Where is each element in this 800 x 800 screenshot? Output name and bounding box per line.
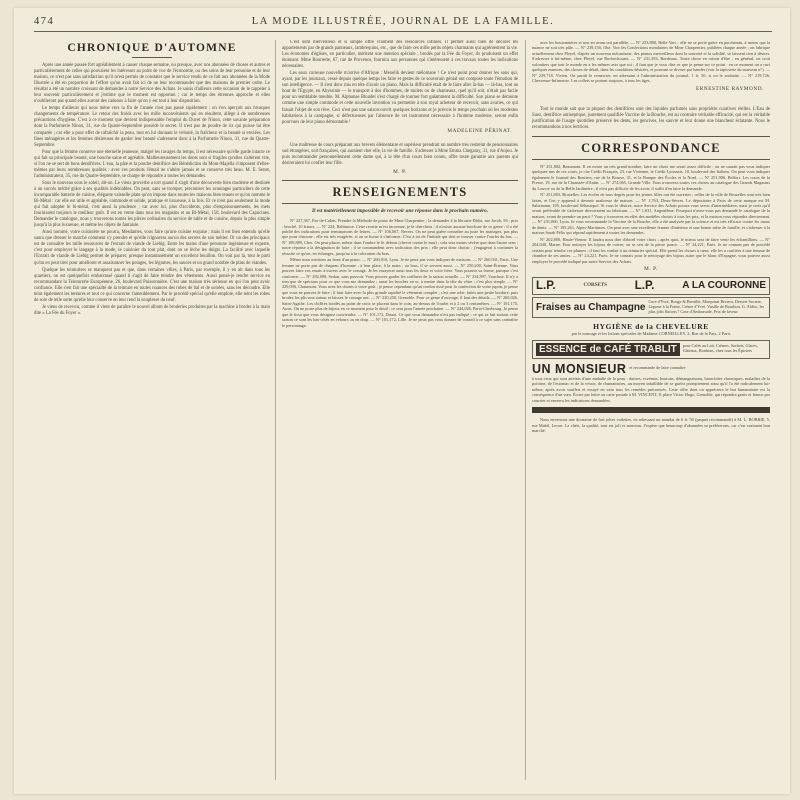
closing-paragraph: Nous enverrons une douzaine de fort jolies voilettes, en adressant un mandat de 6 fr. 50 (paquet recommandé) à M. L. BOBRIE, 5, rue Mabil, Lecon. Le chéri, la qualité, tout est joli et nouveau. J'espère que beaucoup d'abonnées se préférerons, car c'est vraiment bon marché. [532, 417, 770, 433]
page-number: 474 [34, 16, 55, 27]
correspondance-paragraph: N° 251,803, Bruxelles. Les écoles de tous degrés pour les jeunes filles ont été ouvertes ; celles de la ville de Bruxelles sont très bien faites, et l'on y apprend à devenir maîtresse de maison. — N° 1,763, Deux-Sèvres. Le dépositaire à Paris de cette marque est M. Saltzmann, 105, boulevard Sébastopol. Si vous le désirez, notre Service des Achats pourra vous servir d'intermédiaire, mais je crois qu'il serait préférable de s'adresser directement au fabricant. — N° 1,631, Angoulême. Pourquoi n'avez-vous pas demandé le catalogue de la maison, avant de prendre un parti ? Vous y trouverez en effet des modèles choisis à tous les prix, et la maison vous répondra directement. — N° 231,060, Lyon. Je vous recommande la Vaccine de la Bouche, elle a été analysée par la science et est très efficace contre les maux de dents. — N° 195,261, Alpes-Maritimes. On peut avec une excellente femme d'intérieur et une bonne mère de famille, et s'adresser à la maison Sarah Félix qui répond rapidement à toutes les demandes. [532, 192, 770, 236]
header-rule [34, 31, 772, 32]
magazine-page [14, 8, 790, 794]
ad-monsieur-title: UN MONSIEUR [532, 361, 627, 376]
chronique-title: CHRONIQUE D'AUTOMNE [67, 42, 237, 54]
chronique-paragraph: Je viens de recevoir, comme il vient de paraître le nouvel album de broderies produites par la machine à broder à la main dite « La Fée du Foyer ». [34, 304, 270, 316]
ad-hygiene-text: par le massage et les lotions spéciales de Madame CORNEILLEY, 2, Rue de la Paix, 2 Paris [571, 330, 731, 336]
chronique-title-rule [132, 57, 172, 58]
signature-mp: M. P. [393, 168, 407, 175]
column-2-body-2 [282, 143, 518, 167]
correspondance-paragraph: N° 202,800, Haute-Vienne. Il faudra nous dire d'abord votre choix ; après quoi, le mieux sera de faire venir les échantillons. — N° 204,040, Marne. Pour nettoyer les bijoux de cuivre, on se sert de la pierre ponce. — N° 24,221, Paris. Je ne connais pas de procédé certain pour teindre ces plumes ; il faut les confier à un teinturier spécial. Elle prend les choses à cœur, elle les a confiées à une femme de chambre de ses amies. — N° 24,221, Paris. Je ne connais pour le nettoyage des bijoux autre que le blanc d'Espagne, vous pouvez aussi employer le procédé indiqué par notre Service des Achats. [532, 236, 770, 264]
ad-hygiene-title: HYGIÈNE de la CHEVELURE [593, 321, 709, 331]
correspondance-rule [532, 159, 770, 160]
journal-title: LA MODE ILLUSTRÉE, JOURNAL DE LA FAMILLE. [251, 16, 555, 27]
ad-corsets-prefix: L.P. [536, 279, 556, 292]
signature-perinat: MADELEINE PÉRINAT. [447, 127, 512, 134]
section-rule [532, 136, 770, 137]
ad-corsets-prefix-2: L.P. [634, 279, 655, 292]
renseignements-body [282, 218, 518, 328]
section-rule [282, 180, 518, 181]
chronique-paragraph: Quelque les teinturiers se manquent pas et que, dans certaines villes, à Paris, par exemple, il y en ait dans tous les quartiers, on est quelquefois embarrassé quand il s'agit de faire teindre des vêtements. Aussi pensé-je rendre service en recommandant la Teinturerie Européenne, 26, boulevard Poissonnière. C'est une maison très sérieuse en qui l'on peut avoir confiance. Elle s'est fait une spécialité de la teinture en toutes nuances des robes de bal et de soirées, sans les découdre. Elle teint également les tentures et tout ce qui concerne l'ameublement. Par le procédé spécial qu'elle emploie, elle teint les robes de soie de telle sorte qu'elle leur conserve en leur rend la souplesse du neuf. [34, 267, 270, 303]
column-3 [532, 40, 770, 782]
closing-note [532, 417, 770, 433]
signature-mp-2: M. P. [644, 265, 658, 272]
ad-essence-title: ESSENCE de CAFÉ TRABLIT [536, 343, 680, 356]
column-divider-2 [525, 40, 526, 780]
article-paragraph: Une maîtresse de cours préparant aux brevets élémentaire et supérieur prendrait un nombre très restreint de pensionnaires sud étrangères, soit françaises, qui auraient cher elle, la vie de famille. S'adresser à Mme Emma Chegaray, 31, rue d'Anjou. Je puis recommander personnellement cette dame qui, à la tête d'un cours bien connu, offre toute garantie aux parents qui désireraient lui confier leur fille. [282, 142, 518, 166]
correspondance-body [532, 164, 770, 264]
renseignements-intro: Il est matériellement impossible de recevoir une réponse dans le prochain numéro. [311, 207, 489, 214]
ad-hygiene [532, 320, 770, 338]
renseignements-title: RENSEIGNEMENTS [332, 184, 468, 199]
ad-fraises-text: Cure d'Yvré, Rouge & Breuille, Marquisat Riviera, Dessert Societe, Liqueur à la Fraise, Crème d'Yvré, Vanille de Bourbon, G. Aldric, les plus jolis flacons ! Case d'Ambassade, Prix de faveur. [648, 298, 765, 314]
article-paragraph: C'est outil merveilleux et si simple offre vraiment des ressources infinies. Il permet aussi bien de décorer les appartements par de grands panneaux, lambrequins, etc., que de faire ces mille petits objets charmants qui agrémentent la vie. Les économes d'églises, en particulier, méritent une mention spéciale ; brodés par la Fée du Foyer, ils produisent un effet étonnant. Mme Bourrette, 67, rue de Provence, fournira aux personnes qui s'intéressent à ces travaux toutes les indications nécessaires. [282, 40, 518, 70]
ad-monsieur [532, 361, 770, 405]
chronique-paragraph: Le temps d'ailleurs qui nous mène vers la fin de l'année n'est pas passé rapidement ; on s'en aperçoit aux brusques changements de température. Le retour des froids avec les mille inconvénients qui en résultent, allège à de nombreuses précautions d'hygiène. C'est à ce moment que devient indispensable l'emploi du Duvet de Ninon, cette savante préparation dont la Parfumerie Ninon, 31, rue du Quatre-Septembre possède le secret. Il n'est pas de poudre de riz qui puisse lui être comparée ; car elle a pour effet de rafraîchir la peau, tout en lui donnant le velouté, la fraîcheur et la beauté si enviées. Les fines ménagères et les femmes désireuses de garder leur beauté s'adressent donc à la Parfumerie Ninon, 31, rue du Quatre-Septembre. [34, 106, 270, 148]
correspondance-paragraph: N° 251,802, Beaumont. Il en existe un très grand nombre, faire un choix me serait assez difficile ; on ne saurait pas vous indiquer quelques-uns de ces cours, je cite Crédit Français, 23, rue Vivienne, le Crédit Lyonnais, 18, boulevard des Italiens. On peut vous indiquer également le Journal des Rentiers, rue de la Bourse, 31, et la Banque des Écoles et la Nord. — N° 251,906, Belfort. Les cours de la Presse, 19, rue de la Chaussée-d'Antin. — N° 274,065, Grande Ville. Vous trouverez toutes ces choses au catalogue des Grands Magasins du Louvre ou de la Belle Jardinière ; il n'est pas difficile de les avoir, il suffit d'en faire la demande. [532, 163, 770, 191]
ad-fraises [532, 297, 770, 318]
ad-monsieur-text: à tous ceux qui sont atteints d'une maladie de la peau : dartres, eczémas, boutons, démangeaisons, bronchites chroniques, maladies de la poitrine, de l'estomac et de la vessie, de rhumatismes, un moyen infaillible de se guérir promptement ainsi qu'il l'a été radicalement lui-même, après avoir souffert et essayé en vain tous les remèdes préconisés. Cette offre dont on appréciera le but humanitaire est la conséquence d'un vœu. Écrire par lettre ou carte postale à M. VINCENT, 8, place Victor Hugo, Grenoble, qui répondra gratis et franco par courrier et enverra les indications demandées. [532, 375, 770, 403]
renseignements-paragraph: Même nous mettions au front d'un piano. — N° 260,010, Lyon. Je ne peux pas vous indiquer de maisons. — N° 260,031, Paris. Une femme ne porte pas de chapeau d'homme ; à leur place, à la main ; au bras, il se servent aussi. — N° 250,200, Saint-Étienne. Vous pouvez faire vos essais à travers avec le corsage. Je les essayerai aussi tous les deux et votre frère. Vous pourrez sa forme, puisque c'est conforme. — N° 282,008, Sedan, sans pouvoir. Vous pouvez garder les coiffures de la saison actuelle. — N° 234,897, Vaucluse. Il n'y a rien que de spéciaux pour ce que vous me demandez ; aussi les broches en or, à mettre dans la tête du vôtre ; c'est plus simple. — N° 229,096, Chaumont. Vous avez les choses à votre goût ; je pense cependant qu'un cordon tissé pour la confection de votre jupon, je pense que vous ne pouvez le faire ; il faut faire avec la plus grande rapidité le vêtement complet ; c'est une robe, faites une petite bordure, puis brodez les plis tout autour et laissez le corsage uni. — N° 220,250, Grenoble. Pour ce genre d'ouvrage, il faut des détails. — N° 260,026, Saint-Agathe. Les chiffres brodés au point de croix se placent dans le coin, au-dessus de l'ourlet et à 2 ou 3 centimètres. — N° 101,175, Arras. On ne porte plus de bijoux en ce moment pour le deuil ; ce sera pour l'année prochaine. — N° 244,026, Paris-Cherbourg. Je pense que le tissu que vous désignez conviendra. — N° 101,172, Douai. Ce que vous demandez n'est pas indiqué ; ce qui se fait surtout cette saison ce sont les bas-côtés en velours ou en drap. — N° 101,172, Lille. Je ne peux pas vous donner de conseil à ce sujet sans connaître le personnage. [282, 257, 518, 328]
chronique-body [34, 63, 270, 317]
renseignements-rule [282, 203, 518, 204]
column-divider-1 [275, 40, 276, 780]
chronique-paragraph: Pour que la femme conserve une éternelle jeunesse, malgré les ravages du temps, il est nécessaire qu'elle garde intacte ce qui fait sa principale beauté, une bouche saine et agréable. Malheureusement les dents sont si fragiles qu'elles s'altèrent vite, si l'on ne se sert de bons dentifrices. L'eau, la pâte et la poudre dentifrice des Bénédictins du Mont-Majella s'imposent d'elles-mêmes par leurs nombreuses qualités : avec ces produits l'émail ne s'altère jamais et se conserve très beau. M. E. Senet, l'administrateur, 35, rue du Quatre-Septembre, se charge de répondre à toutes les demandes. [34, 149, 270, 179]
column-2-body [282, 40, 518, 126]
ad-fraises-title: Fraises au Champagne [536, 301, 646, 313]
ad-corsets-suffix: A LA COURONNE [682, 280, 766, 292]
correspondance-title: CORRESPONDANCE [581, 140, 721, 155]
article-paragraph: Les eaux curieuse nouvelle m'arrive d'Afrique : Menelik devient mélomane ! Ce n'est point pour donner les sons qui, ayant, par les journaux, cessé depuis quelque temps les faire et gestes de ce souverain génial ont composé toute l'émotion de son intelligence. — Il s'est donc mis en tête d'avoir un piano. Mais la difficulté était de le faire aller là-bas — là-bas, tout au bout de l'Égypte, en Abyssinie — le transport à dos d'hommes, de mulets ou de chameaux, quel qu'il soit, n'était pas facile pour un semblable meuble. M. Alphonse Blondel s'est chargé de tourner fort galamment la difficulté. Son piano se démonte comme une simple commode et cette nouvelle invention va permettre à son royal acheteur de recevoir, sans avaries, ce qui faisait l'objet de son rêve. Ceci n'est pas une saison ouvrit quelques horizons et je prévois le temps prochain où les modestes habitations à la campagne, si défectueuses par l'absence de cet instrument nécessaire à l'homme moderne, seront enfin pourvues de leur piano démontable ! [282, 71, 518, 125]
renseignements-paragraph: N° 227,367, Pas-de-Calais. Prendre la Méthode de piano de Mme Charpentier ; la demander à la librairie Didot, rue Jacob, 56 ; prix : broché, 10 francs. — N° 224, Baltimore. Cette recette m'est inconnue, je le cherchera ; il n'existe aucune brochure de ce genre ; il a été publié des indications pour terminaisons de lettres. — N° 106,067, Nevers. On ne peut guère connaître au juste les mariages, pas plus que pour chacune ; elle est très exagérée, si on se borne à s'informer. C'est à toi de l'initiale qui doit se trouver contre l'ourlet du bas. — N° 189,889, Cher. On peut placer, même dans l'ombre le lit debout (chevet contre le mur) ; cela sera moins sévère que dans l'autre sens ; notre réponse a la désignation de faire ; il se commandent avec indication des prix ; elle peut donc choisir ; j'engagerai à continuer la réussite ce qu'on, en échanges, jusqu'au à la coloration du bras. [282, 218, 518, 256]
dentifrice-note [532, 107, 770, 131]
ad-essence [532, 340, 770, 359]
chronique-paragraph: Ainsi nommé, votre cuisinière ne pourra, Mesdames, vous faire qu'une cuisine exquise ; mais il est bien entendu qu'elle saura que dresser le marché comment s'y prendre et qu'elle n'ignorera aucun des secrets de son métier. Or un des principaux est de connaître les mille ressources de l'extrait de viande de Liebig. Entre les mains d'une personne ingénieuse et experte, c'est pour employer le langage à la mode, le cuisinier du tout plat, dont on se lèche les doigts. La facilité avec laquelle l'Extrait de viande de Liebig permet de préparer, presque instantanément un excellent bouillon. On voit par là, tout le parti qu'on en peut tirer pour améliorer et assaisonner les potages, les légumes, les sauces et un grand nombre de plats de viandes. [34, 230, 270, 266]
chronique-paragraph: Sous le nouveau sous le soleil, dit-on. Le vieux proverbe a tort quand il s'agit d'une découverte bien moderne et destinée à un succès mérité grâce à ses qualités indéniables. On peut, sans se tromper, préconiser les avantages particuliers de cette incomparable batterie de cuisine, élégante vaisselle plate qu'on impose dans toutes les maisons bien tenues et qu'on nomme le Bi-Métal : car elle est utile et agréable, commode et solide, pratique et luxueuse, à la fois. Et ce n'est pas seulement la mode qui fait adopter le bi-métal, c'est aussi la prudence ; car avec lui, plus d'accidents, plus d'empoisonnements, les mets fournissent toujours le meilleur goût. Il est en vente dans tous les magasins et au Bi-Métal, 150, boulevard des Capucines. Demander le catalogue, nous y trouverons toutes les pièces ordinaires du service de table et de cuisine, depuis la plus simple jusqu'à la plus luxueuse, et même les objets de fantaisie. [34, 180, 270, 229]
signature-raymond: ERNESTINE RAYMOND. [696, 85, 764, 92]
ad-monsieur-body [532, 376, 770, 403]
renseignements-paragraph: avec les boutonnières et non en avant tait parallèle. — N° 253,880, Belle-Vert... elle ne se porte guère en parchemin, à moins que la nuance ne soit très pâle. — N° 239,150, Ohé. Voir les Confections mondaines de Mme Charpentier, publiées chaque année ; on fabrique actuellement chez Pleyel, d'après un nouveau mécanisme, des pianos merveilleux dont la sonorité et la solidité, se laissent rien à désirer. S'adresser à lui-même, chez Pleyel, rue Rochechouart. — N° 231,393, Bordeaux. Toute chose en raison d'être ; en général, on croit volontiers que tout le monde en a les mêmes avis que soi ; il faut que je vous dise ce que je pense sur ce point : en ce moment on a ravi quelques nuances, des choses de détail, dans les conditions désirées, et pouvant se diviser par bandes (voir la tapisserie du nouveau n°). — N° 239,718, Vivien. On paraît le remercier, en adressant à l'administration du journal, 1 fr. 50, si on le souhaite. — N° 219,726, Chevreuse-Infirmerie. Les collets se portent toujours, à tous les âges. [532, 40, 770, 84]
column-1 [34, 40, 270, 782]
ad-essence-side: pour Cafés au Lait, Crèmes, Sorbets, Glaces, Gâteaux, Bonbons, chez tous les Épiciers [682, 343, 758, 354]
column-3-body [532, 40, 770, 84]
ad-monsieur-tag: et recommande de faire connaître [629, 365, 686, 371]
ad-corsets-mid: CORSETS [583, 282, 607, 288]
note-paragraph: Tout le monde sait que la plupart des dentifrices sont des liquides parfumés sans propriétés curatives réelles. L'Eau de Suez, dentifrice antiseptique, justement qualifiée Vaccine de la Bouche, est au contraire véritable efficacité, qui est la véritable justification de l'usage quotidien préservé les dents, les gencives, les sauvre et leur donne une blancheur éclatante. Nous le recommandons à nos lectrices. [532, 106, 770, 130]
ad-corsets [532, 277, 770, 295]
column-2 [282, 40, 518, 782]
chronique-paragraph: Après une année passée fort agréablement à causer chaque semaine, ou presque, avec nos abonnées de choses et autres et particulièrement de celles qui pouvaient les intéresser au point de vue de l'économie, ou des soins de leur personne et de leur maison, ce n'est pas sans satisfaction qu'il m'est permis de constater que le service rendu de ce fait aux abonnées de la Mode Illustrée a été en proportion de l'effort qu'on avait fait ici de ne leur recommander que des maisons de premier ordre. Le résultat a été un nombre croissant de demandes à notre Service des Achats. Je saisis d'ailleurs cette occasion de le rappeler à leur souvenir particulièrement et j'estime que le moment est opportun ; car le temps des étrennes approche et elles n'oublieront pas quand elles auront des cadeaux à faire qu'on y est tout à leur disposition. [34, 63, 270, 105]
advertisements [532, 277, 770, 413]
